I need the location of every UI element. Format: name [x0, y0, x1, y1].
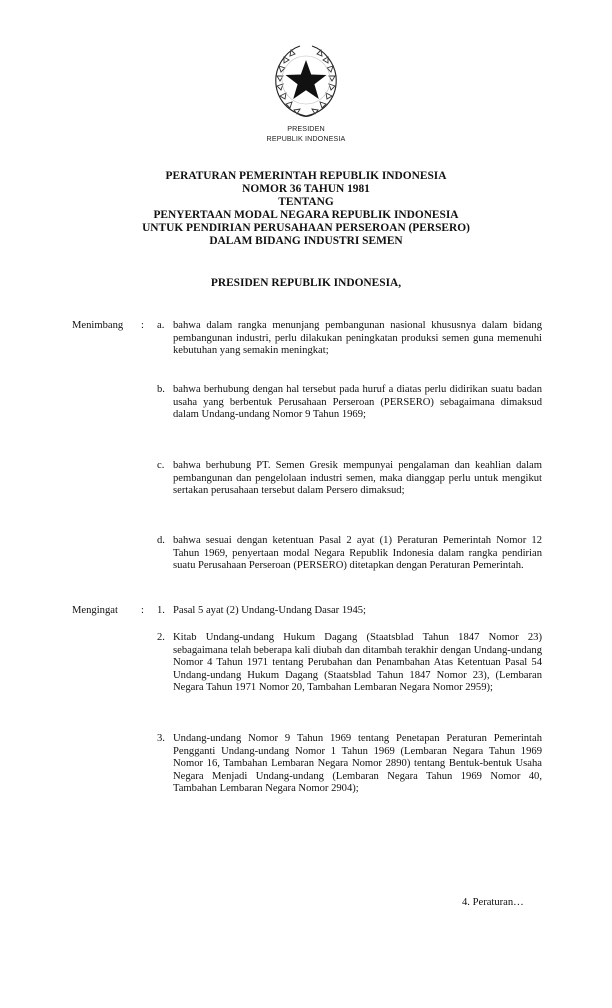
item-text: Pasal 5 ayat (2) Undang-Undang Dasar 1945;: [173, 605, 366, 616]
regulation-title: [0, 170, 612, 249]
item-text: bahwa berhubung dengan hal tersebut pada huruf a diatas perlu didirikan suatu badan usaha yang berbentuk Perusahaan Perseroan (PERSERO) sebagaimana dimaksud dalam Undang-undang Nomor 9 Tahun 1969;: [173, 384, 542, 420]
title-line: UNTUK PENDIRIAN PERUSAHAAN PERSEROAN (PERSERO): [142, 222, 470, 235]
header-republik-indonesia: REPUBLIK INDONESIA: [266, 134, 346, 143]
item-marker: b.: [157, 384, 165, 395]
section-label: Menimbang: [72, 320, 124, 331]
item-text: Kitab Undang-undang Hukum Dagang (Staatsblad Tahun 1847 Nomor 23) sebagaimana telah beberapa kali diubah dan ditambah terakhir dengan Undang-undang Nomor 4 Tahun 1971 tentang Perubahan dan Penambahan Atas Ketentuan Pasal 54 Undang-undang Hukum Dagang (Staatsblad Tahun 1847 Nomor 23), (Lembaran Negara Tahun 1971 Nomor 20, Tambahan Lembaran Negara Nomor 2959);: [173, 632, 542, 693]
item-text: bahwa sesuai dengan ketentuan Pasal 2 ayat (1) Peraturan Pemerintah Nomor 12 Tahun 1969, penyertaan modal Negara Republik Indonesia dalam rangka pendirian suatu Perusahaan Perseroan (PERSERO) ditetapkan dengan Peraturan Pemerintah.: [173, 535, 542, 571]
item-marker: 3.: [157, 733, 165, 744]
title-line: PENYERTAAN MODAL NEGARA REPUBLIK INDONESIA: [153, 209, 459, 222]
title-line: NOMOR 36 TAHUN 1981: [242, 183, 370, 196]
presidential-seal-icon: [268, 40, 344, 120]
section-colon: :: [141, 605, 144, 616]
section-colon: :: [141, 320, 144, 331]
title-line: PERATURAN PEMERINTAH REPUBLIK INDONESIA: [165, 170, 447, 182]
item-marker: 1.: [157, 605, 165, 616]
title-line: DALAM BIDANG INDUSTRI SEMEN: [209, 235, 403, 248]
item-marker: c.: [157, 460, 165, 471]
header-presiden: PRESIDEN: [287, 124, 325, 133]
enacting-authority: PRESIDEN REPUBLIK INDONESIA,: [210, 277, 402, 289]
item-text: bahwa berhubung PT. Semen Gresik mempunyai pengalaman dan keahlian dalam pembangunan dan pengelolaan industri semen, maka dianggap perlu untuk mengikut sertakan perusahaan tersebut dalam Persero dimaksud;: [173, 460, 542, 496]
item-marker: a.: [157, 320, 165, 331]
continuation-marker: 4. Peraturan…: [462, 897, 524, 908]
item-text: Undang-undang Nomor 9 Tahun 1969 tentang Penetapan Peraturan Pemerintah Pengganti Undang-undang Nomor 1 Tahun 1969 (Lembaran Negara Tahun 1969 Nomor 16, Tambahan Lembaran Negara Nomor 2890) tentang Bentuk-bentuk Usaha Negara Menjadi Undang-undang (Lembaran Negara Tahun 1969 Nomor 40, Tambahan Lembaran Negara Nomor 2904);: [173, 733, 542, 794]
title-line: TENTANG: [278, 196, 334, 209]
section-label: Mengingat: [72, 605, 118, 616]
item-marker: 2.: [157, 632, 165, 643]
item-text: bahwa dalam rangka menunjang pembangunan nasional khususnya dalam bidang pembangunan industri, perlu dilakukan peningkatan produksi semen guna memenuhi kebutuhan yang semakin meningkat;: [173, 320, 542, 356]
item-marker: d.: [157, 535, 165, 546]
